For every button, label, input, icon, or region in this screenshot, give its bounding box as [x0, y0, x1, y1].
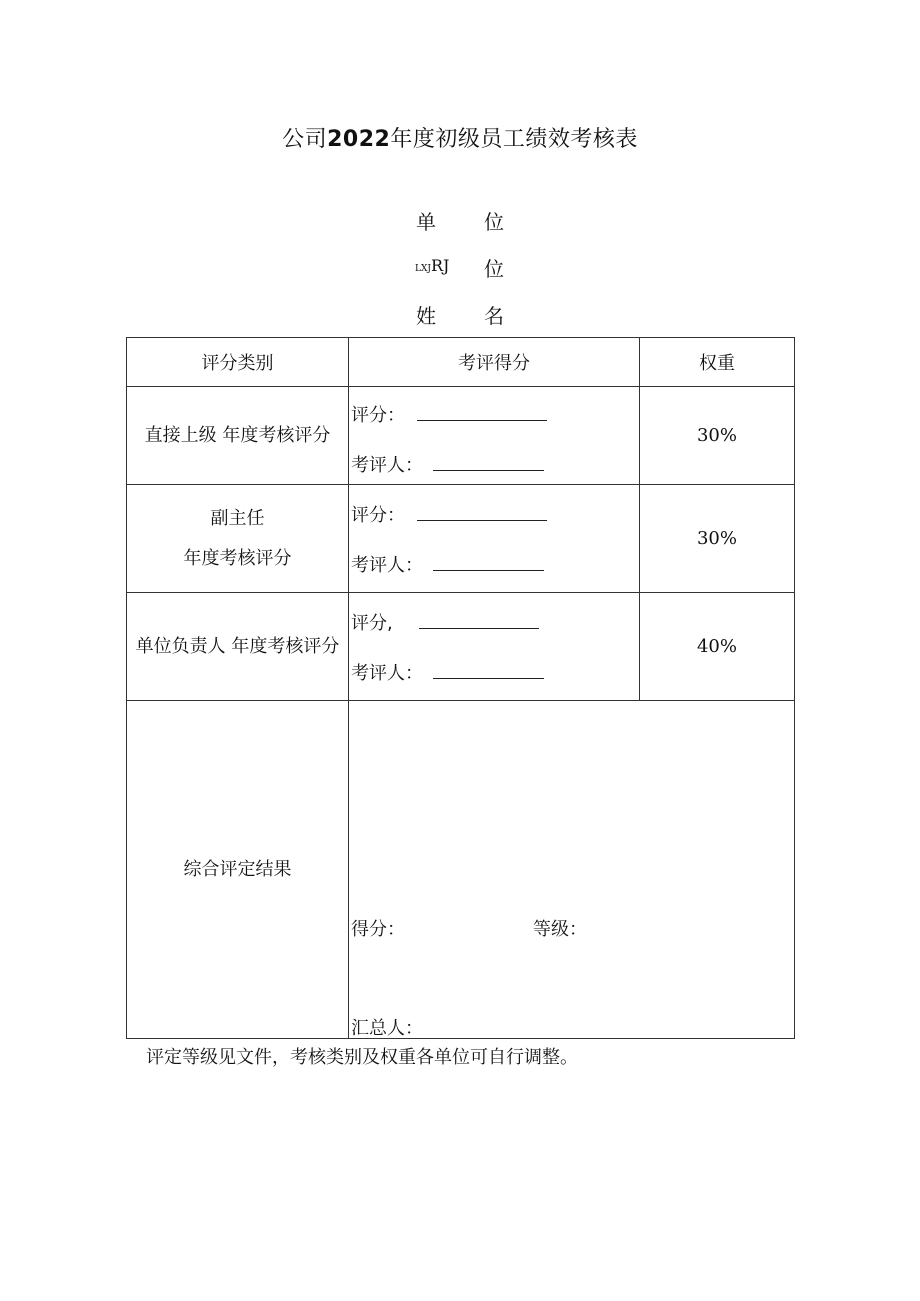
table-row — [127, 485, 795, 593]
row2-category-line2: 年度考核评分 — [183, 547, 292, 569]
row2-rater-blank[interactable] — [433, 554, 544, 571]
row2-score-cell — [349, 485, 640, 593]
row2-score-blank[interactable] — [417, 504, 547, 521]
table-row — [127, 387, 795, 485]
row2-score-line[interactable] — [351, 501, 547, 527]
row2-category — [127, 485, 349, 593]
row2-rater-line[interactable] — [351, 551, 544, 577]
summary-summarizer-label: 汇总人： — [351, 1018, 423, 1039]
info-position-left — [415, 256, 449, 275]
header-score: 考评得分 — [349, 338, 640, 387]
row3-rater-blank[interactable] — [433, 662, 544, 679]
appraisal-table — [126, 337, 795, 1039]
info-position-left-main: RJ — [431, 256, 450, 275]
row1-rater-label: 考评人： — [351, 455, 423, 476]
info-name-right: 名 — [484, 304, 504, 328]
info-name-left: 姓 — [416, 304, 436, 328]
row3-score-line[interactable] — [351, 609, 539, 635]
header-category: 评分类别 — [127, 338, 349, 387]
row1-score-line[interactable] — [351, 401, 547, 427]
summary-summarizer-line[interactable] — [351, 1014, 423, 1040]
info-unit — [400, 206, 520, 236]
info-position-right: 位 — [484, 257, 504, 281]
table-header-row — [127, 338, 795, 387]
table-row — [127, 593, 795, 701]
row2-score-label: 评分： — [351, 505, 405, 526]
title-prefix: 公司 — [282, 127, 328, 152]
row2-rater-label: 考评人： — [351, 555, 423, 576]
title-suffix: 年度初级员工绩效考核表 — [390, 127, 638, 152]
row1-weight: 30% — [640, 387, 795, 485]
row1-score-blank[interactable] — [417, 404, 547, 421]
info-position-left-small: LXJ — [415, 264, 431, 274]
row1-rater-line[interactable] — [351, 451, 544, 477]
row1-score-cell — [349, 387, 640, 485]
row3-score-blank[interactable] — [419, 612, 539, 629]
info-position — [400, 253, 520, 283]
info-name — [400, 300, 520, 330]
header-weight: 权重 — [640, 338, 795, 387]
row3-score-label: 评分, — [351, 613, 393, 634]
info-unit-left: 单 — [416, 210, 436, 234]
row3-category: 单位负责人 年度考核评分 — [127, 593, 349, 701]
page-title — [0, 122, 920, 153]
row2-weight: 30% — [640, 485, 795, 593]
summary-cell — [349, 701, 795, 1039]
row2-category-line1: 副主任 — [210, 507, 265, 529]
info-unit-right: 位 — [484, 210, 504, 234]
row1-score-label: 评分： — [351, 405, 405, 426]
row3-weight: 40% — [640, 593, 795, 701]
row3-rater-label: 考评人： — [351, 663, 423, 684]
row1-category: 直接上级 年度考核评分 — [127, 387, 349, 485]
row3-score-cell — [349, 593, 640, 701]
row1-rater-blank[interactable] — [433, 454, 544, 471]
footnote: 评定等级见文件，考核类别及权重各单位可自行调整。 — [146, 1047, 578, 1068]
summary-score-line[interactable] — [351, 915, 405, 941]
summary-score-label: 得分： — [351, 919, 405, 940]
summary-grade-line[interactable] — [533, 915, 587, 941]
summary-grade-label: 等级： — [533, 919, 587, 940]
table-row — [127, 701, 795, 1039]
row3-rater-line[interactable] — [351, 659, 544, 685]
title-year: 2022 — [327, 127, 391, 152]
summary-category: 综合评定结果 — [127, 701, 349, 1039]
